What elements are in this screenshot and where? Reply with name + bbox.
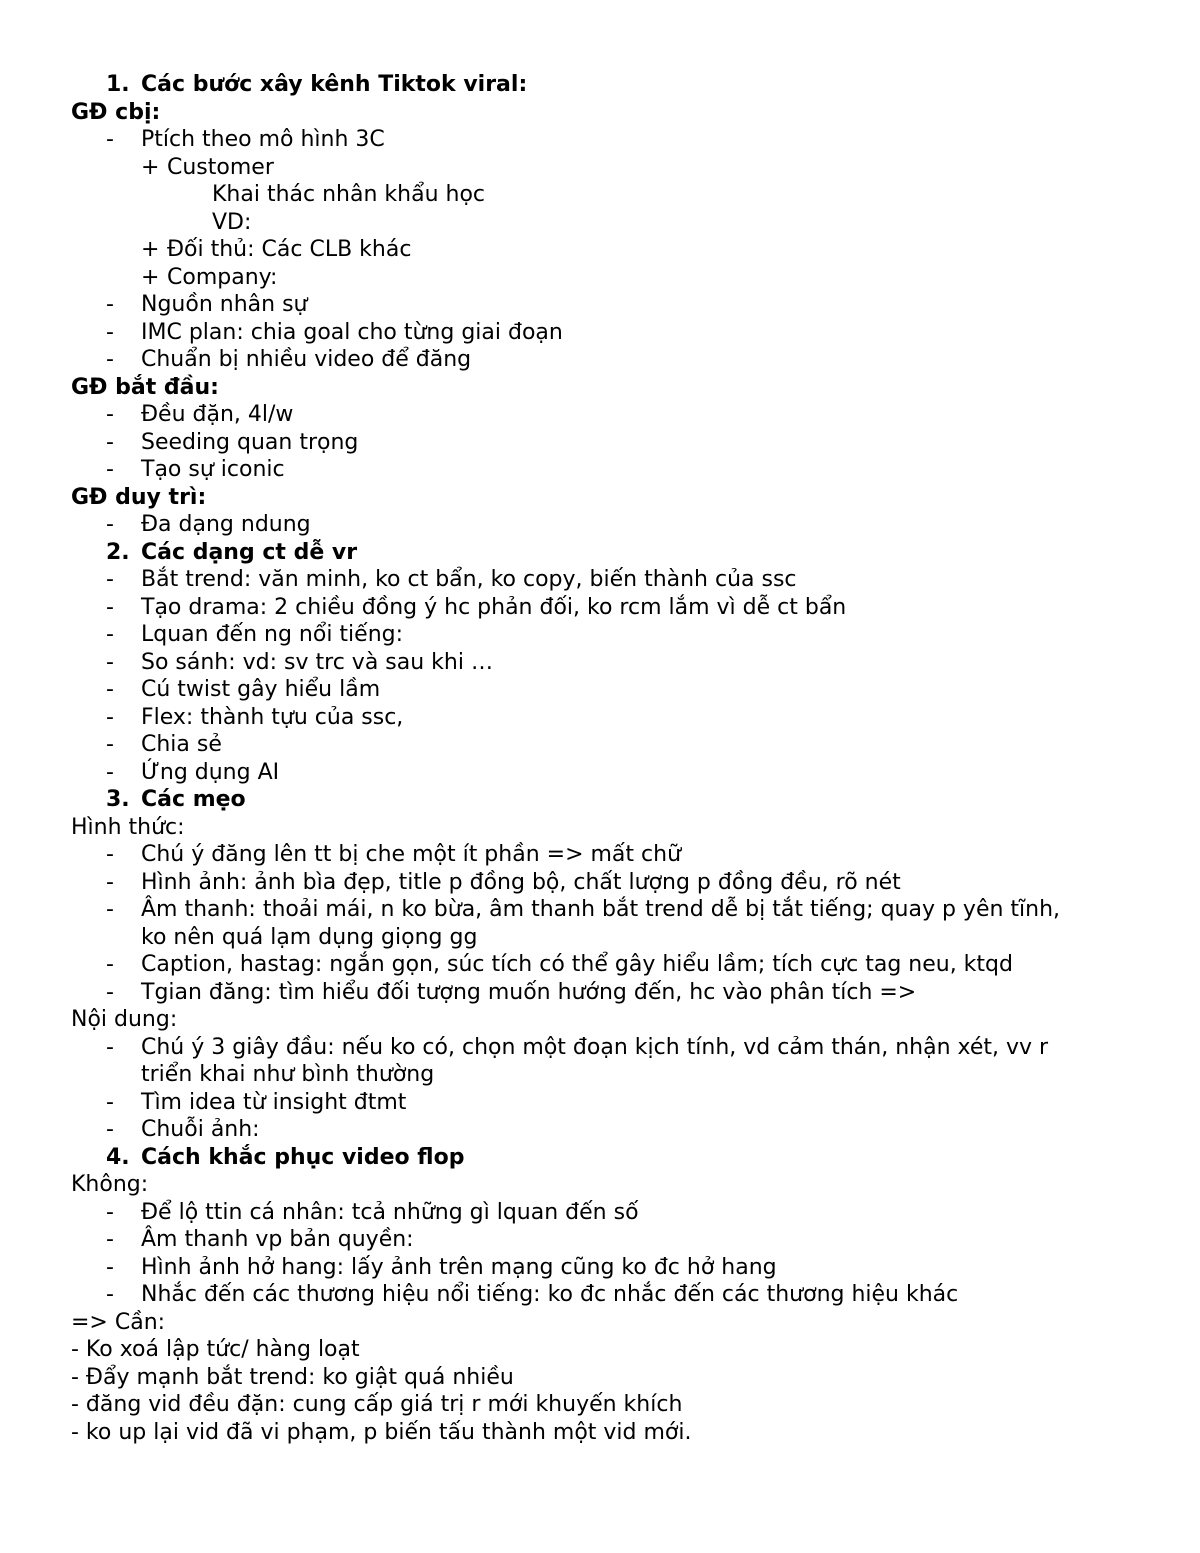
subheading-gd-batdau: GĐ bắt đầu: [71,374,219,400]
dash-bullet: - [106,1199,114,1225]
heading-1 [0,71,1200,99]
heading-text: Cách khắc phục video flop [141,1144,465,1170]
list-item: - Chuẩn bị nhiều video để đăng [106,347,472,372]
heading-2 [0,539,1200,567]
heading-3 [0,786,1200,814]
dash-bullet: - [106,842,114,867]
dash-bullet: - [106,319,114,345]
dash-bullet: - [106,1227,114,1252]
dash-bullet: - [106,402,114,427]
list-item: - Hình ảnh: ảnh bìa đẹp, title p đồng bộ, chất lượng p đồng đều, rõ nét [106,869,901,895]
heading-4 [0,1144,1200,1172]
list-item: - Tạo sự iconic [106,457,285,482]
plus-bullet: + [141,154,160,180]
list-item: - Hình ảnh hở hang: lấy ảnh trên mạng cũng ko đc hở hang [106,1254,777,1280]
dash-bullet: - [106,1034,114,1060]
dash-bullet: - [106,677,114,702]
dash-bullet: - [106,512,114,537]
list-item: - Để lộ ttin cá nhân: tcả những gì lquan đến số [106,1199,639,1225]
dash-bullet: - [106,594,114,620]
plus-bullet: + [141,237,160,262]
plus-item: + Đối thủ: Các CLB khác [141,237,412,262]
plus-item: + Company: [141,264,278,290]
dash-bullet: - [106,759,114,785]
list-item: - Chú ý đăng lên tt bị che một ít phần => mất chữ [106,842,682,867]
dash-bullet: - [106,1254,114,1280]
list-item: - Đều đặn, 4l/w [106,402,294,427]
list-item: - IMC plan: chia goal cho từng giai đoạn [106,319,563,345]
dash-bullet: - [106,1282,114,1307]
heading-number: 3. [106,787,130,812]
dash-bullet: - [106,1089,114,1115]
list-item: - Lquan đến ng nổi tiếng: [106,622,404,647]
plus-item: + Customer [141,154,274,180]
list-item: - Âm thanh: thoải mái, n ko bừa, âm thanh bắt trend dễ bị tắt tiếng; quay p yên tĩnh, [106,897,1061,922]
list-item: - Ứng dụng AI [106,759,280,785]
list-item: - Tìm idea từ insight đtmt [106,1089,407,1115]
dash-bullet: - [106,457,114,482]
heading-number: 2. [106,539,130,565]
list-item: - Cú twist gây hiểu lầm [106,677,381,702]
subheading-khong: Không: [71,1172,149,1197]
list-item: - Seeding quan trọng [106,429,359,455]
plain-item: - Ko xoá lập tức/ hàng loạt [71,1337,360,1362]
dash-bullet: - [106,567,114,592]
plain-item: - Đẩy mạnh bắt trend: ko giật quá nhiều [71,1364,514,1390]
dash-bullet: - [106,127,114,152]
sub-item: Khai thác nhân khẩu học [212,182,486,207]
dash-bullet: - [106,292,114,317]
heading-text: Các bước xây kênh Tiktok viral: [141,72,528,97]
dash-bullet: - [106,704,114,730]
dash-bullet: - [106,979,114,1005]
list-item: - So sánh: vd: sv trc và sau khi … [106,649,493,675]
heading-text: Các dạng ct dễ vr [141,539,358,565]
heading-number: 1. [106,72,130,97]
list-item: - Tạo drama: 2 chiều đồng ý hc phản đối, ko rcm lắm vì dễ ct bẩn [106,594,847,620]
subheading-can: => Cần: [71,1309,166,1335]
dash-bullet: - [106,622,114,647]
list-item: - Đa dạng ndung [106,512,311,537]
list-item: - Flex: thành tựu của ssc, [106,704,404,730]
list-item: - Chú ý 3 giây đầu: nếu ko có, chọn một đoạn kịch tính, vd cảm thán, nhận xét, vv r [106,1034,1049,1060]
plain-item: - đăng vid đều đặn: cung cấp giá trị r mới khuyến khích [71,1392,683,1417]
list-item: - Nguồn nhân sự [106,292,308,317]
list-item: - Bắt trend: văn minh, ko ct bẩn, ko copy, biến thành của ssc [106,567,797,592]
dash-bullet: - [106,952,114,977]
plus-bullet: + [141,264,160,290]
dash-bullet: - [106,649,114,675]
list-item: - Nhắc đến các thương hiệu nổi tiếng: ko đc nhắc đến các thương hiệu khác [106,1282,959,1307]
subheading-gd-duytri: GĐ duy trì: [71,484,207,510]
dash-bullet: - [106,897,114,922]
subheading-gd-cbi: GĐ cbị: [71,99,161,125]
list-item: - Ptích theo mô hình 3C [106,127,385,152]
dash-bullet: - [106,732,114,757]
list-item-continuation: ko nên quá lạm dụng giọng gg [141,924,478,950]
heading-number: 4. [106,1144,130,1170]
list-item: - Âm thanh vp bản quyền: [106,1227,414,1252]
dash-bullet: - [106,429,114,455]
dash-bullet: - [106,1117,114,1142]
list-item: - Tgian đăng: tìm hiểu đối tượng muốn hướng đến, hc vào phân tích => [106,979,917,1005]
dash-bullet: - [106,347,114,372]
list-item: - Chia sẻ [106,732,222,757]
list-item: - Chuỗi ảnh: [106,1117,260,1142]
list-item-continuation: triển khai như bình thường [141,1062,435,1087]
heading-text: Các mẹo [141,787,246,812]
dash-bullet: - [106,869,114,895]
subheading-hinhthuc: Hình thức: [71,814,185,840]
sub-item: VD: [212,209,252,235]
plain-item: - ko up lại vid đã vi phạm, p biến tấu thành một vid mới. [71,1419,692,1445]
list-item: - Caption, hastag: ngắn gọn, súc tích có thể gây hiểu lầm; tích cực tag neu, ktqd [106,952,1013,977]
subheading-noidung: Nội dung: [71,1007,178,1032]
